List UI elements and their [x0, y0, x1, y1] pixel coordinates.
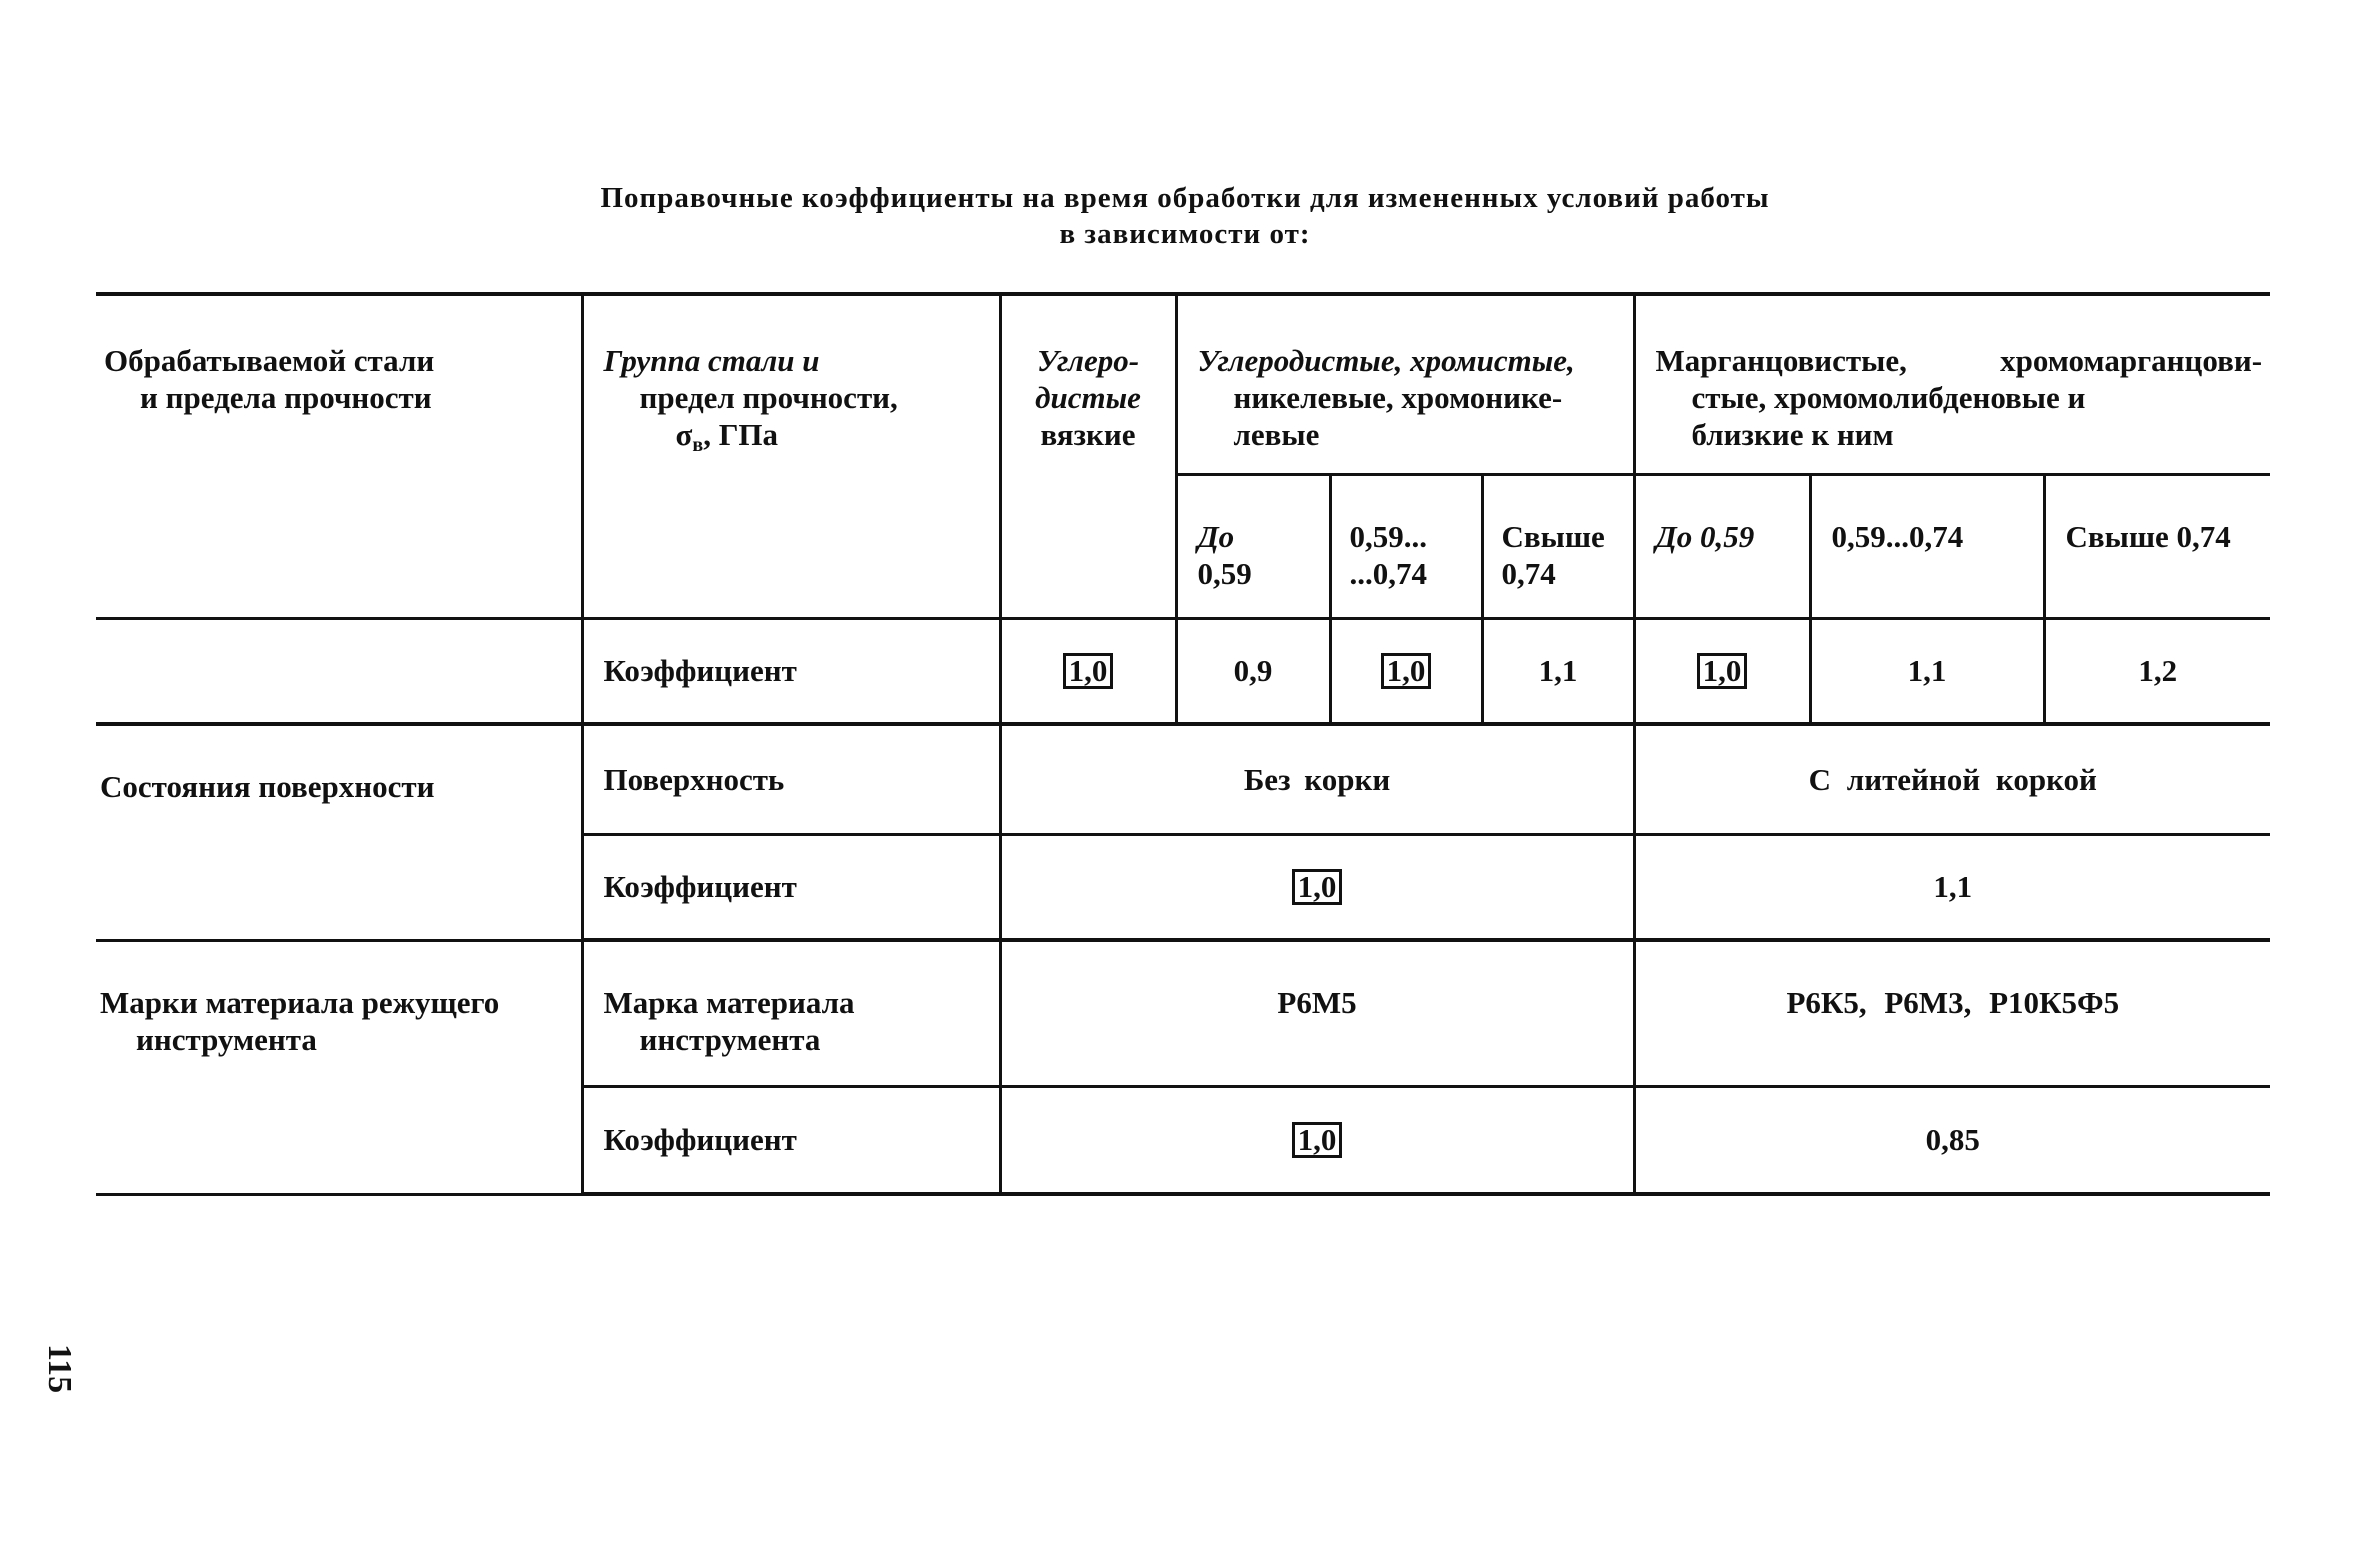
steel-coef-value-6	[1810, 618, 2044, 724]
subheader-b3: Свыше 0,74	[2044, 474, 2270, 618]
surface-coef-2	[1634, 834, 2270, 940]
surface-label-cell	[582, 724, 1000, 834]
header-cell-material	[96, 294, 582, 618]
steel-coef-value-7	[2044, 618, 2270, 724]
sigma-symbol: σ	[675, 417, 693, 452]
surface-coef-1	[1000, 834, 1634, 940]
surface-no-crust-text: Без корки	[1243, 761, 1391, 797]
header-chrom-line3: левые	[1233, 417, 1320, 452]
tool-label-line2: инструмента	[639, 1022, 821, 1057]
tool-section-title-line2: инструмента	[136, 1021, 317, 1057]
header-carbon-line3: вязкие	[1040, 417, 1136, 452]
tool-grade-1-text: Р6М5	[1277, 985, 1357, 1020]
header-cell-carbon-tough	[1000, 294, 1176, 618]
surface-section-title-cell	[96, 724, 582, 940]
header-carbon-line1: Углеро-	[1036, 343, 1140, 378]
value: 0,9	[1233, 653, 1273, 689]
tool-grade-2-text: Р6К5, Р6М3, Р10К5Ф5	[1786, 985, 2120, 1020]
header-mang-line1-a: Марганцовистые,	[1655, 343, 1907, 378]
header-group-line1: Группа стали и	[603, 343, 820, 378]
header-chrom-line2: никелевые, хромонике-	[1233, 380, 1563, 415]
surface-label: Поверхность	[603, 761, 785, 797]
header-cell-group	[582, 294, 1000, 618]
boxed-value: 1,0	[1292, 869, 1343, 905]
boxed-value: 1,0	[1381, 653, 1432, 689]
value: 1,2	[2138, 653, 2178, 689]
surface-coef-label-cell	[582, 834, 1000, 940]
steel-coef-value-2	[1176, 618, 1330, 724]
value: 1,1	[1933, 869, 1973, 905]
table-title-line1: Поправочные коэффициенты на время обработки для измененных условий работы	[600, 182, 1770, 214]
tool-coef-2	[1634, 1086, 2270, 1194]
tool-coef-1	[1000, 1086, 1634, 1194]
subheader-b1: До 0,59	[1634, 474, 1810, 618]
subheader-a2-line1: 0,59...	[1349, 518, 1427, 554]
steel-coef-empty	[96, 618, 582, 724]
surface-cast-crust	[1634, 724, 2270, 834]
header-cell-carbon-chromium	[1176, 294, 1634, 474]
steel-coef-label-cell	[582, 618, 1000, 724]
surface-cast-crust-text: С литейной коркой	[1808, 761, 2097, 797]
header-material-line2: и предела прочности	[140, 380, 432, 415]
subheader-a3-line2: 0,74	[1501, 555, 1556, 591]
tool-section-title-line1: Марки материала режущего	[100, 984, 500, 1020]
units-label: , ГПа	[703, 417, 779, 452]
subheader-a2	[1330, 474, 1482, 618]
tool-label-line1: Марка материала	[603, 985, 855, 1020]
header-material-line1: Обрабатываемой стали	[104, 343, 435, 378]
tool-label-cell	[582, 940, 1000, 1086]
tool-grade-1	[1000, 940, 1634, 1086]
value: 1,1	[1538, 653, 1578, 689]
value: 1,1	[1907, 653, 1947, 689]
boxed-value: 1,0	[1292, 1122, 1343, 1158]
tool-coef-label: Коэффициент	[603, 1122, 797, 1158]
boxed-value: 1,0	[1063, 653, 1114, 689]
subheader-a3	[1482, 474, 1634, 618]
tool-grade-2	[1634, 940, 2270, 1086]
surface-no-crust	[1000, 724, 1634, 834]
tool-section-title-cell	[96, 940, 582, 1194]
steel-coef-value-1	[1000, 618, 1176, 724]
steel-coef-label: Коэффициент	[603, 653, 797, 689]
header-group-line2: предел прочности,	[639, 380, 898, 415]
header-carbon-line2: дистые	[1035, 380, 1141, 415]
tool-coef-label-cell	[582, 1086, 1000, 1194]
steel-coef-value-4	[1482, 618, 1634, 724]
header-group-line3	[604, 416, 999, 464]
value: 0,85	[1925, 1122, 1980, 1158]
page-number: 115	[41, 1344, 78, 1394]
header-cell-manganese	[1634, 294, 2270, 474]
sigma-subscript: в	[692, 434, 704, 456]
header-chrom-line1: Углеродистые, хромистые,	[1197, 343, 1575, 378]
subheader-a1	[1176, 474, 1330, 618]
subheader-b2: 0,59...0,74	[1810, 474, 2044, 618]
boxed-value: 1,0	[1697, 653, 1748, 689]
surface-section-title: Состояния поверхности	[100, 769, 435, 804]
coefficients-table	[96, 292, 2270, 1196]
subheader-a1-line2: 0,59	[1197, 555, 1252, 591]
steel-coef-value-5	[1634, 618, 1810, 724]
table-title-line2: в зависимости от:	[1059, 218, 1311, 250]
subheader-a3-line1: Свыше	[1501, 518, 1605, 554]
header-mang-line2: стые, хромомолибденовые и	[1691, 380, 2086, 415]
header-mang-line3: близкие к ним	[1691, 417, 1894, 452]
surface-coef-label: Коэффициент	[603, 869, 797, 905]
header-mang-line1-b: хромомарганцови-	[2000, 343, 2263, 378]
subheader-a1-line1: До	[1197, 518, 1235, 554]
header-mang-line1	[1656, 342, 2263, 379]
subheader-a2-line2: ...0,74	[1349, 555, 1427, 591]
steel-coef-value-3	[1330, 618, 1482, 724]
